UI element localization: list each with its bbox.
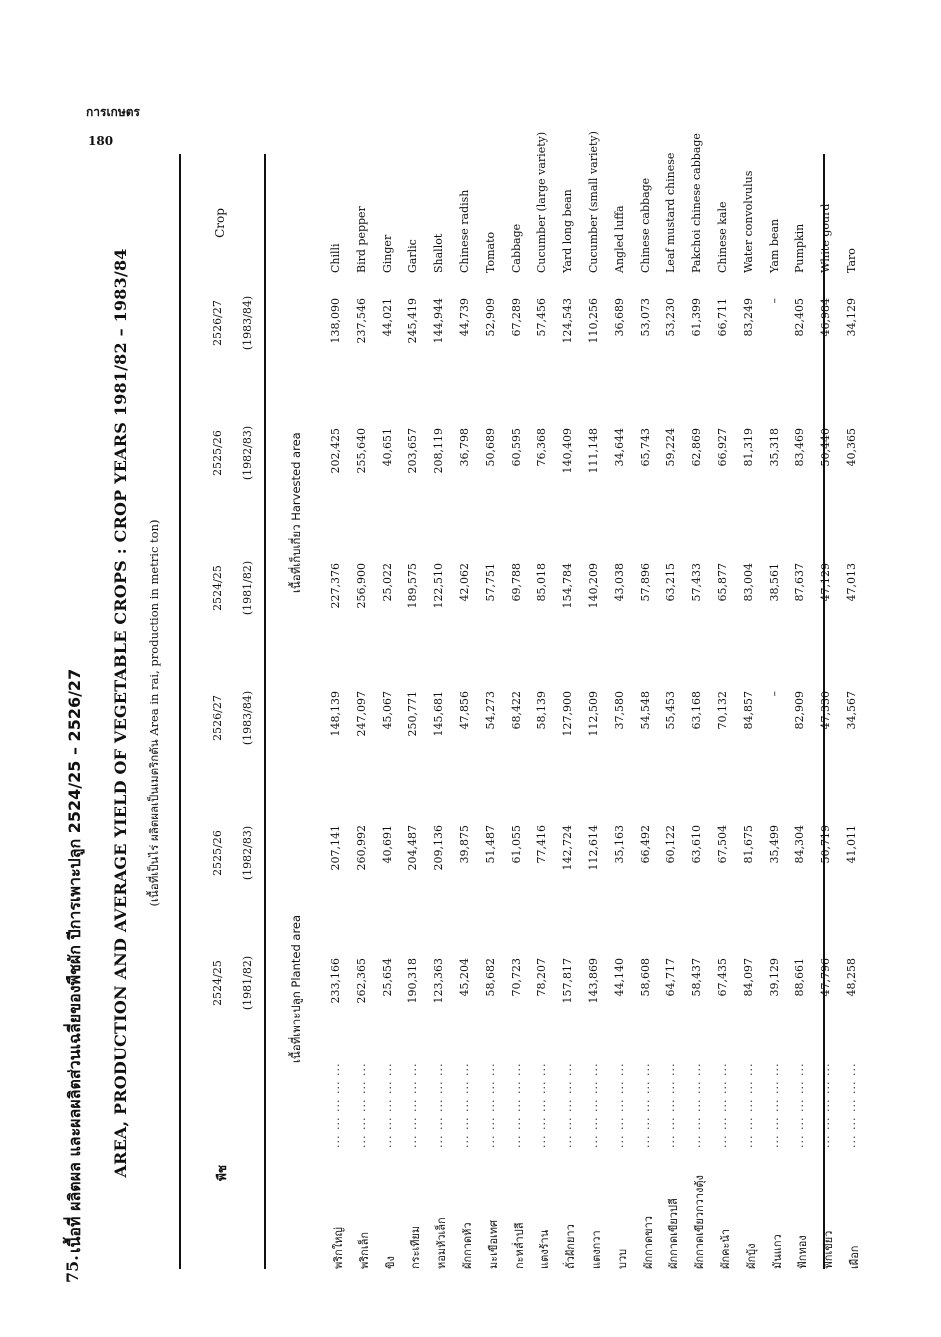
page-number: 180 (88, 134, 114, 148)
table-row (609, 143, 635, 1283)
value-cell: 51,487 (483, 825, 497, 864)
value-cell: 66,927 (716, 428, 729, 467)
value-cell: 202,425 (329, 428, 342, 474)
value-cell: 45,204 (458, 958, 471, 997)
value-cell: 50,719 (819, 825, 833, 864)
year-header: 2525/26 (211, 430, 224, 476)
value-cell: 66,711 (716, 298, 729, 337)
value-cell: 65,877 (716, 563, 729, 602)
leader-dots: ... ... ... ... ... (664, 1062, 678, 1148)
value-cell: 84,857 (741, 691, 755, 730)
value-cell: 78,207 (535, 958, 549, 997)
table-row (583, 131, 609, 1283)
value-cell: 154,784 (561, 563, 575, 609)
value-cell: 47,796 (819, 958, 833, 997)
crop-thai-name: กระเทียม (409, 1225, 423, 1269)
table-row (764, 143, 790, 1283)
value-cell: 39,875 (458, 825, 471, 864)
year-header: (1981/82) (241, 560, 254, 616)
crop-thai-name: บวบ (615, 1248, 629, 1269)
value-cell: 227,376 (329, 563, 342, 609)
value-cell: 40,365 (845, 428, 858, 467)
table-row (789, 143, 815, 1283)
crop-thai-name: แตงร้าน (538, 1229, 552, 1269)
crop-thai-name: เผือก (848, 1245, 861, 1269)
crop-english-name: Cucumber (small variety) (587, 131, 600, 273)
value-cell: 63,610 (690, 825, 704, 864)
value-cell: 66,492 (638, 825, 652, 864)
table-row (660, 143, 686, 1283)
value-cell: 57,433 (690, 563, 704, 602)
value-cell: 208,119 (432, 428, 446, 474)
crop-thai-name: พริกเล็ก (357, 1232, 371, 1269)
year-header: 2525/26 (211, 830, 224, 876)
crop-english-name: Yam bean (767, 218, 781, 273)
crop-thai-name: พริกใหญ่ (332, 1227, 345, 1269)
value-cell: 76,368 (535, 428, 549, 467)
value-cell: 35,499 (767, 825, 781, 864)
value-cell: 45,067 (380, 691, 394, 730)
leader-dots: ... ... ... ... ... (380, 1062, 394, 1148)
table-row (402, 143, 428, 1283)
value-cell: 53,230 (664, 298, 678, 337)
value-cell: 85,018 (535, 563, 549, 602)
leader-dots: ... ... ... ... ... (741, 1062, 755, 1148)
table-top-rule (179, 154, 181, 1269)
table-row (686, 133, 712, 1283)
crop-thai-name: ผักกาดเขียวปลี (667, 1198, 681, 1269)
crop-thai-name: มันแกว (770, 1234, 784, 1269)
crop-english-name: Cucumber (large variety) (535, 131, 549, 273)
value-cell: 83,469 (793, 428, 807, 467)
leader-dots: ... ... ... ... ... (406, 1062, 420, 1148)
value-cell: 112,614 (587, 825, 600, 871)
value-cell: 112,509 (587, 691, 600, 737)
leader-dots: ... ... ... ... ... (587, 1062, 600, 1148)
table-row (325, 143, 351, 1283)
leader-dots: ... ... ... ... ... (458, 1062, 471, 1148)
value-cell: 122,510 (432, 563, 446, 609)
value-cell: 63,215 (664, 563, 678, 602)
table-number: 75. (63, 1255, 82, 1283)
value-cell: 255,640 (354, 428, 368, 474)
table-row (351, 143, 377, 1283)
crop-english-name: Chilli (329, 243, 342, 273)
value-cell: 83,004 (741, 563, 755, 602)
value-cell: 50,689 (483, 428, 497, 467)
value-cell: 58,608 (638, 958, 652, 997)
table-row (454, 143, 480, 1283)
value-cell: 60,595 (509, 428, 523, 467)
value-cell: 58,437 (690, 958, 704, 997)
value-cell: 143,869 (587, 958, 600, 1004)
value-cell: 138,090 (329, 298, 342, 344)
value-cell: 41,011 (845, 825, 858, 864)
value-cell: 34,567 (845, 691, 858, 730)
value-cell: 69,788 (509, 563, 523, 602)
value-cell: 25,654 (380, 958, 394, 997)
value-cell: 36,798 (458, 428, 471, 467)
table-subtitle: (เนื้อที่เป็นไร่ ผลิตผลเป็นเมตริกตัน Area in rai, production in metric ton) (147, 519, 161, 907)
value-cell: 38,561 (767, 563, 781, 602)
year-header: 2526/27 (211, 695, 224, 741)
leader-dots: ... ... ... ... ... (329, 1062, 342, 1148)
value-cell: 84,097 (741, 958, 755, 997)
value-cell: 53,073 (638, 298, 652, 337)
value-cell: 58,139 (535, 691, 549, 730)
value-cell: 142,724 (561, 825, 575, 871)
crop-thai-name: ผักกาดหัว (461, 1222, 474, 1269)
value-cell: 57,456 (535, 298, 549, 337)
value-cell: 260,992 (354, 825, 368, 871)
table-row (841, 143, 867, 1283)
value-cell: 250,771 (406, 691, 420, 737)
crop-english-name: Chinese cabbage (638, 177, 652, 273)
value-cell: 46,984 (819, 298, 833, 337)
value-cell: 207,141 (329, 825, 342, 871)
crop-thai-name: ขิง (383, 1256, 397, 1269)
value-cell: 35,163 (612, 825, 626, 864)
value-cell: 40,651 (380, 428, 394, 467)
value-cell: 44,021 (380, 298, 394, 337)
crop-english-name: Cabbage (509, 223, 523, 273)
leader-dots: ... ... ... ... ... (535, 1062, 549, 1148)
value-cell: 36,689 (612, 298, 626, 337)
table-row (428, 143, 454, 1283)
value-cell: 256,900 (354, 563, 368, 609)
value-cell: 61,055 (509, 825, 523, 864)
crop-thai-name: ผักกาดเขียวกวางตุ้ง (693, 1175, 707, 1269)
value-cell: 70,723 (509, 958, 523, 997)
leader-dots: ... ... ... ... ... (561, 1062, 575, 1148)
value-cell: 65,743 (638, 428, 652, 467)
crop-english-name: Garlic (406, 239, 420, 273)
table-row (506, 143, 532, 1283)
leader-dots: ... ... ... ... ... (612, 1062, 626, 1148)
value-cell: 84,304 (793, 825, 807, 864)
leader-dots: ... ... ... ... ... (354, 1062, 368, 1148)
value-cell: 262,365 (354, 958, 368, 1004)
value-cell: 52,909 (483, 298, 497, 337)
value-cell: 247,097 (354, 691, 368, 737)
value-cell: 40,691 (380, 825, 394, 864)
value-cell: 34,644 (612, 428, 626, 467)
value-cell: 77,416 (535, 825, 549, 864)
table-row (377, 143, 403, 1283)
table-row (635, 143, 661, 1283)
value-cell: – (767, 691, 781, 697)
value-cell: 63,168 (690, 691, 704, 730)
value-cell: 81,675 (741, 825, 755, 864)
value-cell: 83,249 (741, 298, 755, 337)
value-cell: 44,739 (458, 298, 471, 337)
value-cell: 50,440 (819, 428, 833, 467)
value-cell: 111,148 (587, 428, 600, 474)
crop-english-name: Taro (845, 248, 858, 273)
crop-english-name: Bird pepper (354, 206, 368, 273)
value-cell: 68,422 (509, 691, 523, 730)
value-cell: 58,682 (483, 958, 497, 997)
table-title-thai: เนื้อที่ ผลิตผล และผลผลิตส่วนเฉลี่ยของพืชผัก ปีการเพาะปลูก 2524/25 – 2526/27 (65, 668, 84, 1253)
table-row (480, 143, 506, 1283)
value-cell: 42,062 (458, 563, 471, 602)
crop-thai-name: กะหล่ำปลี (512, 1222, 526, 1269)
value-cell: 140,409 (561, 428, 575, 474)
value-cell: 110,256 (587, 298, 600, 344)
harvested-area-header: เนื้อที่เก็บเกี่ยว Harvested area (289, 432, 303, 593)
planted-area-header: เนื้อที่เพาะปลูก Planted area (289, 914, 303, 1063)
crop-english-header: Crop (213, 208, 227, 238)
value-cell: 123,363 (432, 958, 446, 1004)
table-row (738, 143, 764, 1283)
crop-english-name: Chinese radish (458, 189, 471, 273)
value-cell: 55,453 (664, 691, 678, 730)
value-cell: 70,132 (716, 691, 729, 730)
year-header: 2524/25 (211, 960, 224, 1006)
value-cell: 144,944 (432, 298, 446, 344)
year-header: 2524/25 (211, 565, 224, 611)
table-row (712, 143, 738, 1283)
value-cell: 43,038 (612, 563, 626, 602)
leader-dots: ... ... ... ... ... (638, 1062, 652, 1148)
page-category: การเกษตร (86, 105, 140, 119)
value-cell: 54,273 (483, 691, 497, 730)
value-cell: 148,139 (329, 691, 342, 737)
crop-thai-name: แตงกวา (590, 1230, 603, 1269)
value-cell: 67,435 (716, 958, 729, 997)
value-cell: 81,319 (741, 428, 755, 467)
value-cell: 245,419 (406, 298, 420, 344)
leader-dots: ... ... ... ... ... (509, 1062, 523, 1148)
value-cell: 209,136 (432, 825, 446, 871)
value-cell: 82,405 (793, 298, 807, 337)
crop-thai-name: มะเขือเทศ (486, 1219, 500, 1269)
year-header: (1982/83) (241, 425, 254, 481)
value-cell: 47,013 (845, 563, 858, 602)
crop-english-name: White gourd (819, 203, 833, 273)
table-header-rule (264, 154, 266, 1269)
value-cell: 57,896 (638, 563, 652, 602)
year-header: 2526/27 (211, 300, 224, 346)
table-row (531, 131, 557, 1283)
leader-dots: ... ... ... ... ... (716, 1062, 729, 1148)
leader-dots: ... ... ... ... ... (483, 1062, 497, 1148)
year-header: (1983/84) (241, 690, 254, 746)
leader-dots: ... ... ... ... ... (690, 1062, 704, 1148)
value-cell: 39,129 (767, 958, 781, 997)
crop-english-name: Shallot (432, 233, 446, 273)
value-cell: 140,209 (587, 563, 600, 609)
value-cell: 34,129 (845, 298, 858, 337)
value-cell: 35,318 (767, 428, 781, 467)
table-row (815, 143, 841, 1283)
crop-english-name: Pakchoi chinese cabbage (690, 133, 704, 273)
value-cell: 124,543 (561, 298, 575, 344)
leader-dots: ... ... ... ... ... (767, 1062, 781, 1148)
leader-dots: ... ... ... ... ... (793, 1062, 807, 1148)
value-cell: 88,661 (793, 958, 807, 997)
value-cell: 47,856 (458, 691, 471, 730)
value-cell: 157,817 (561, 958, 575, 1004)
crop-thai-name: ฟักทอง (796, 1235, 810, 1269)
crop-english-name: Yard long bean (561, 189, 575, 273)
value-cell: 37,580 (612, 691, 626, 730)
table-title-english: AREA, PRODUCTION AND AVERAGE YIELD OF VEGETABLE CROPS : CROP YEARS 1981/82 – 1983/84 (111, 248, 130, 1178)
value-cell: 54,548 (638, 691, 652, 730)
crop-english-name: Chinese kale (716, 201, 729, 273)
value-cell: 61,399 (690, 298, 704, 337)
leader-dots: ... ... ... ... ... (432, 1062, 446, 1148)
value-cell: 233,166 (329, 958, 342, 1004)
value-cell: 82,909 (793, 691, 807, 730)
crop-english-name: Pumpkin (793, 223, 807, 273)
value-cell: 203,657 (406, 428, 420, 474)
crop-english-name: Leaf mustard chinese (664, 152, 678, 273)
value-cell: 60,122 (664, 825, 678, 864)
crop-thai-name: ผักกาดขาว (641, 1216, 655, 1269)
value-cell: 48,258 (845, 958, 858, 997)
leader-dots: ... ... ... ... ... (845, 1062, 858, 1148)
crop-thai-name: หอมหัวเล็ก (435, 1217, 449, 1269)
value-cell: 57,751 (483, 563, 497, 602)
crop-thai-name: ผักบุ้ง (744, 1243, 758, 1269)
crop-thai-name: ถั่วฝักยาว (564, 1224, 578, 1269)
year-header: (1981/82) (241, 955, 254, 1011)
crop-thai-name: ฟักเขียว (822, 1230, 836, 1269)
value-cell: – (767, 298, 781, 304)
value-cell: 25,022 (380, 563, 394, 602)
leader-dots: ... ... ... ... ... (819, 1062, 833, 1148)
crop-thai-header: พืช (215, 1164, 229, 1182)
crop-english-name: Tomato (483, 231, 497, 273)
value-cell: 47,129 (819, 563, 833, 602)
value-cell: 127,900 (561, 691, 575, 737)
value-cell: 47,330 (819, 691, 833, 730)
value-cell: 145,681 (432, 691, 446, 737)
year-header: (1983/84) (241, 295, 254, 351)
table-row (557, 143, 583, 1283)
value-cell: 67,289 (509, 298, 523, 337)
year-header: (1982/83) (241, 825, 254, 881)
value-cell: 44,140 (612, 958, 626, 997)
value-cell: 67,504 (716, 825, 729, 864)
value-cell: 64,717 (664, 958, 678, 997)
value-cell: 189,575 (406, 563, 420, 609)
crop-english-name: Ginger (380, 234, 394, 273)
crop-english-name: Angled luffa (612, 205, 626, 273)
value-cell: 87,637 (793, 563, 807, 602)
crop-english-name: Water convolvulus (741, 170, 755, 273)
value-cell: 62,869 (690, 428, 704, 467)
crop-thai-name: ผักคะน้า (719, 1228, 732, 1269)
value-cell: 190,318 (406, 958, 420, 1004)
value-cell: 59,224 (664, 428, 678, 467)
value-cell: 204,487 (406, 825, 420, 871)
value-cell: 237,546 (354, 298, 368, 344)
